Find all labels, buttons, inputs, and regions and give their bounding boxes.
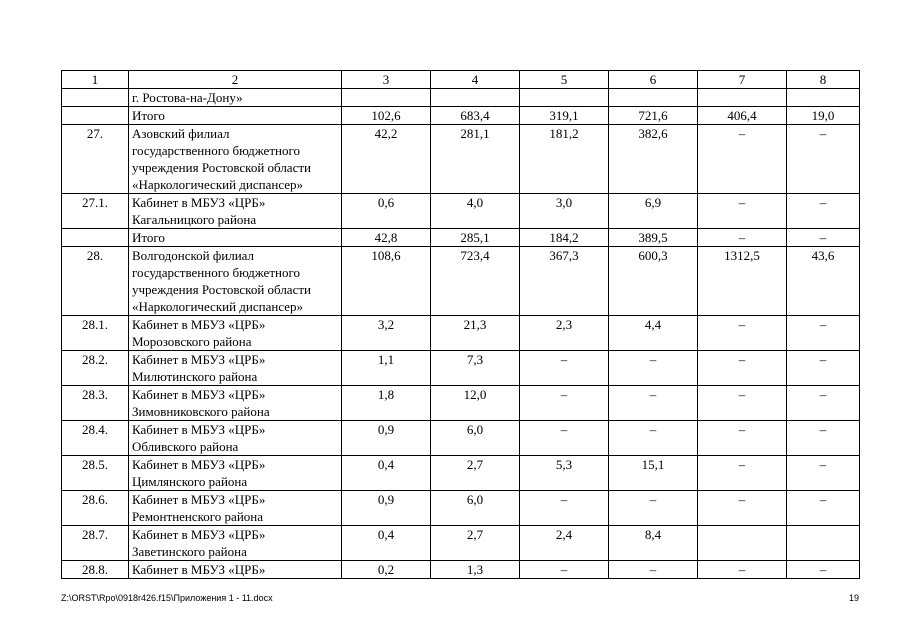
- value-cell-col-7: –: [698, 561, 787, 579]
- value-cell-col-4: 6,0: [431, 421, 520, 456]
- name-line: Волгодонской филиал: [132, 248, 255, 263]
- value-cell-col-8: –: [787, 229, 860, 247]
- value-cell-col-6: –: [609, 351, 698, 386]
- value-cell-col-3: 108,6: [342, 247, 431, 316]
- institution-name-cell: [129, 421, 342, 456]
- value-cell-col-6: 6,9: [609, 194, 698, 229]
- name-line: учреждения Ростовской области: [132, 160, 311, 175]
- value-cell-col-8: –: [787, 125, 860, 194]
- value-cell-col-5: 5,3: [520, 456, 609, 491]
- value-cell-col-5: 319,1: [520, 107, 609, 125]
- value-cell-col-5: –: [520, 491, 609, 526]
- name-line: Кабинет в МБУЗ «ЦРБ»: [132, 317, 266, 332]
- value-cell-col-6: 8,4: [609, 526, 698, 561]
- header-cell: 2: [129, 71, 342, 89]
- value-cell-col-5: –: [520, 386, 609, 421]
- name-line: Итого: [132, 230, 165, 245]
- name-line: Морозовского района: [132, 334, 252, 349]
- row-number-cell: 28.1.: [62, 316, 129, 351]
- value-cell-col-6: 389,5: [609, 229, 698, 247]
- name-line: государственного бюджетного: [132, 265, 300, 280]
- value-cell-col-3: 0,4: [342, 526, 431, 561]
- value-cell-col-6: [609, 89, 698, 107]
- value-cell-col-8: –: [787, 351, 860, 386]
- row-number-cell: 28.2.: [62, 351, 129, 386]
- value-cell-col-5: 181,2: [520, 125, 609, 194]
- value-cell-col-3: 0,4: [342, 456, 431, 491]
- row-number-cell: 28.8.: [62, 561, 129, 579]
- table-row: [62, 561, 860, 579]
- value-cell-col-3: [342, 89, 431, 107]
- header-cell: 6: [609, 71, 698, 89]
- value-cell-col-7: –: [698, 421, 787, 456]
- value-cell-col-4: 7,3: [431, 351, 520, 386]
- header-cell: 4: [431, 71, 520, 89]
- page-footer: [61, 593, 859, 607]
- value-cell-col-7: [698, 89, 787, 107]
- value-cell-col-8: 19,0: [787, 107, 860, 125]
- value-cell-col-6: 15,1: [609, 456, 698, 491]
- table-row: [62, 421, 860, 456]
- page-number: 19: [848, 593, 859, 603]
- file-path: Z:\ORST\Rpo\0918r426.f15\Приложения 1 - 11.docx: [61, 593, 273, 603]
- value-cell-col-6: –: [609, 561, 698, 579]
- name-line: Итого: [132, 108, 165, 123]
- value-cell-col-3: 42,2: [342, 125, 431, 194]
- value-cell-col-3: 3,2: [342, 316, 431, 351]
- value-cell-col-4: 2,7: [431, 456, 520, 491]
- value-cell-col-4: 6,0: [431, 491, 520, 526]
- value-cell-col-4: 21,3: [431, 316, 520, 351]
- value-cell-col-3: 1,1: [342, 351, 431, 386]
- institution-name-cell: [129, 229, 342, 247]
- institution-name-cell: [129, 125, 342, 194]
- institution-name-cell: [129, 386, 342, 421]
- institution-name-cell: [129, 351, 342, 386]
- table-row: [62, 456, 860, 491]
- row-number-cell: 28.5.: [62, 456, 129, 491]
- row-number-cell: 28.3.: [62, 386, 129, 421]
- value-cell-col-7: 1312,5: [698, 247, 787, 316]
- value-cell-col-8: [787, 89, 860, 107]
- name-line: Кагальницкого района: [132, 212, 257, 227]
- data-table: [61, 70, 860, 579]
- institution-name-cell: [129, 107, 342, 125]
- value-cell-col-5: –: [520, 561, 609, 579]
- value-cell-col-3: 42,8: [342, 229, 431, 247]
- value-cell-col-3: 1,8: [342, 386, 431, 421]
- value-cell-col-6: –: [609, 386, 698, 421]
- institution-name-cell: [129, 194, 342, 229]
- institution-name-cell: [129, 491, 342, 526]
- name-line: Ремонтненского района: [132, 509, 264, 524]
- row-number-cell: 28.: [62, 247, 129, 316]
- name-line: Кабинет в МБУЗ «ЦРБ»: [132, 352, 266, 367]
- header-cell: 1: [62, 71, 129, 89]
- value-cell-col-7: –: [698, 316, 787, 351]
- value-cell-col-6: –: [609, 421, 698, 456]
- value-cell-col-7: –: [698, 125, 787, 194]
- value-cell-col-7: [698, 526, 787, 561]
- table-row: [62, 351, 860, 386]
- value-cell-col-4: 1,3: [431, 561, 520, 579]
- value-cell-col-4: 12,0: [431, 386, 520, 421]
- value-cell-col-6: –: [609, 491, 698, 526]
- name-line: «Наркологический диспансер»: [132, 177, 304, 192]
- value-cell-col-7: –: [698, 229, 787, 247]
- row-number-cell: 27.1.: [62, 194, 129, 229]
- header-cell: 7: [698, 71, 787, 89]
- row-number-cell: [62, 89, 129, 107]
- value-cell-col-8: –: [787, 491, 860, 526]
- value-cell-col-4: 285,1: [431, 229, 520, 247]
- name-line: Кабинет в МБУЗ «ЦРБ»: [132, 562, 266, 577]
- name-line: Милютинского района: [132, 369, 258, 384]
- value-cell-col-8: –: [787, 194, 860, 229]
- name-line: г. Ростова-на-Дону»: [132, 90, 243, 105]
- institution-name-cell: [129, 456, 342, 491]
- name-line: Обливского района: [132, 439, 239, 454]
- header-cell: 8: [787, 71, 860, 89]
- institution-name-cell: [129, 526, 342, 561]
- header-cell: 5: [520, 71, 609, 89]
- table-row: [62, 247, 860, 316]
- value-cell-col-7: –: [698, 386, 787, 421]
- value-cell-col-3: 0,6: [342, 194, 431, 229]
- value-cell-col-5: 2,4: [520, 526, 609, 561]
- value-cell-col-5: 184,2: [520, 229, 609, 247]
- value-cell-col-5: 2,3: [520, 316, 609, 351]
- row-number-cell: 28.4.: [62, 421, 129, 456]
- value-cell-col-5: 3,0: [520, 194, 609, 229]
- value-cell-col-5: [520, 89, 609, 107]
- value-cell-col-8: –: [787, 316, 860, 351]
- row-number-cell: [62, 107, 129, 125]
- value-cell-col-8: [787, 526, 860, 561]
- name-line: Цимлянского района: [132, 474, 248, 489]
- value-cell-col-6: 382,6: [609, 125, 698, 194]
- name-line: Кабинет в МБУЗ «ЦРБ»: [132, 387, 266, 402]
- name-line: Кабинет в МБУЗ «ЦРБ»: [132, 492, 266, 507]
- table-body: [62, 71, 860, 579]
- name-line: Азовский филиал: [132, 126, 230, 141]
- table-row: [62, 125, 860, 194]
- institution-name-cell: [129, 247, 342, 316]
- value-cell-col-3: 0,9: [342, 421, 431, 456]
- row-number-cell: [62, 229, 129, 247]
- table-row: [62, 526, 860, 561]
- name-line: Кабинет в МБУЗ «ЦРБ»: [132, 195, 266, 210]
- name-line: «Наркологический диспансер»: [132, 299, 304, 314]
- value-cell-col-6: 721,6: [609, 107, 698, 125]
- table-row: [62, 386, 860, 421]
- table-row: [62, 89, 860, 107]
- name-line: Зимовниковского района: [132, 404, 270, 419]
- row-number-cell: 28.6.: [62, 491, 129, 526]
- value-cell-col-5: 367,3: [520, 247, 609, 316]
- value-cell-col-4: 723,4: [431, 247, 520, 316]
- value-cell-col-4: [431, 89, 520, 107]
- value-cell-col-8: –: [787, 421, 860, 456]
- value-cell-col-4: 4,0: [431, 194, 520, 229]
- name-line: учреждения Ростовской области: [132, 282, 311, 297]
- table-row: [62, 194, 860, 229]
- value-cell-col-7: –: [698, 351, 787, 386]
- table-row: [62, 491, 860, 526]
- name-line: Кабинет в МБУЗ «ЦРБ»: [132, 422, 266, 437]
- value-cell-col-3: 0,9: [342, 491, 431, 526]
- value-cell-col-4: 2,7: [431, 526, 520, 561]
- value-cell-col-6: 600,3: [609, 247, 698, 316]
- table-row: [62, 316, 860, 351]
- name-line: Кабинет в МБУЗ «ЦРБ»: [132, 527, 266, 542]
- institution-name-cell: [129, 89, 342, 107]
- value-cell-col-7: –: [698, 194, 787, 229]
- value-cell-col-8: 43,6: [787, 247, 860, 316]
- value-cell-col-3: 0,2: [342, 561, 431, 579]
- value-cell-col-7: –: [698, 491, 787, 526]
- value-cell-col-6: 4,4: [609, 316, 698, 351]
- value-cell-col-7: –: [698, 456, 787, 491]
- value-cell-col-8: –: [787, 561, 860, 579]
- value-cell-col-4: 683,4: [431, 107, 520, 125]
- table-row: [62, 107, 860, 125]
- value-cell-col-3: 102,6: [342, 107, 431, 125]
- value-cell-col-5: –: [520, 421, 609, 456]
- row-number-cell: 28.7.: [62, 526, 129, 561]
- name-line: Заветинского района: [132, 544, 247, 559]
- institution-name-cell: [129, 561, 342, 579]
- name-line: государственного бюджетного: [132, 143, 300, 158]
- table-header-row: [62, 71, 860, 89]
- table-row: [62, 229, 860, 247]
- value-cell-col-5: –: [520, 351, 609, 386]
- institution-name-cell: [129, 316, 342, 351]
- value-cell-col-7: 406,4: [698, 107, 787, 125]
- header-cell: 3: [342, 71, 431, 89]
- value-cell-col-4: 281,1: [431, 125, 520, 194]
- value-cell-col-8: –: [787, 386, 860, 421]
- row-number-cell: 27.: [62, 125, 129, 194]
- value-cell-col-8: –: [787, 456, 860, 491]
- name-line: Кабинет в МБУЗ «ЦРБ»: [132, 457, 266, 472]
